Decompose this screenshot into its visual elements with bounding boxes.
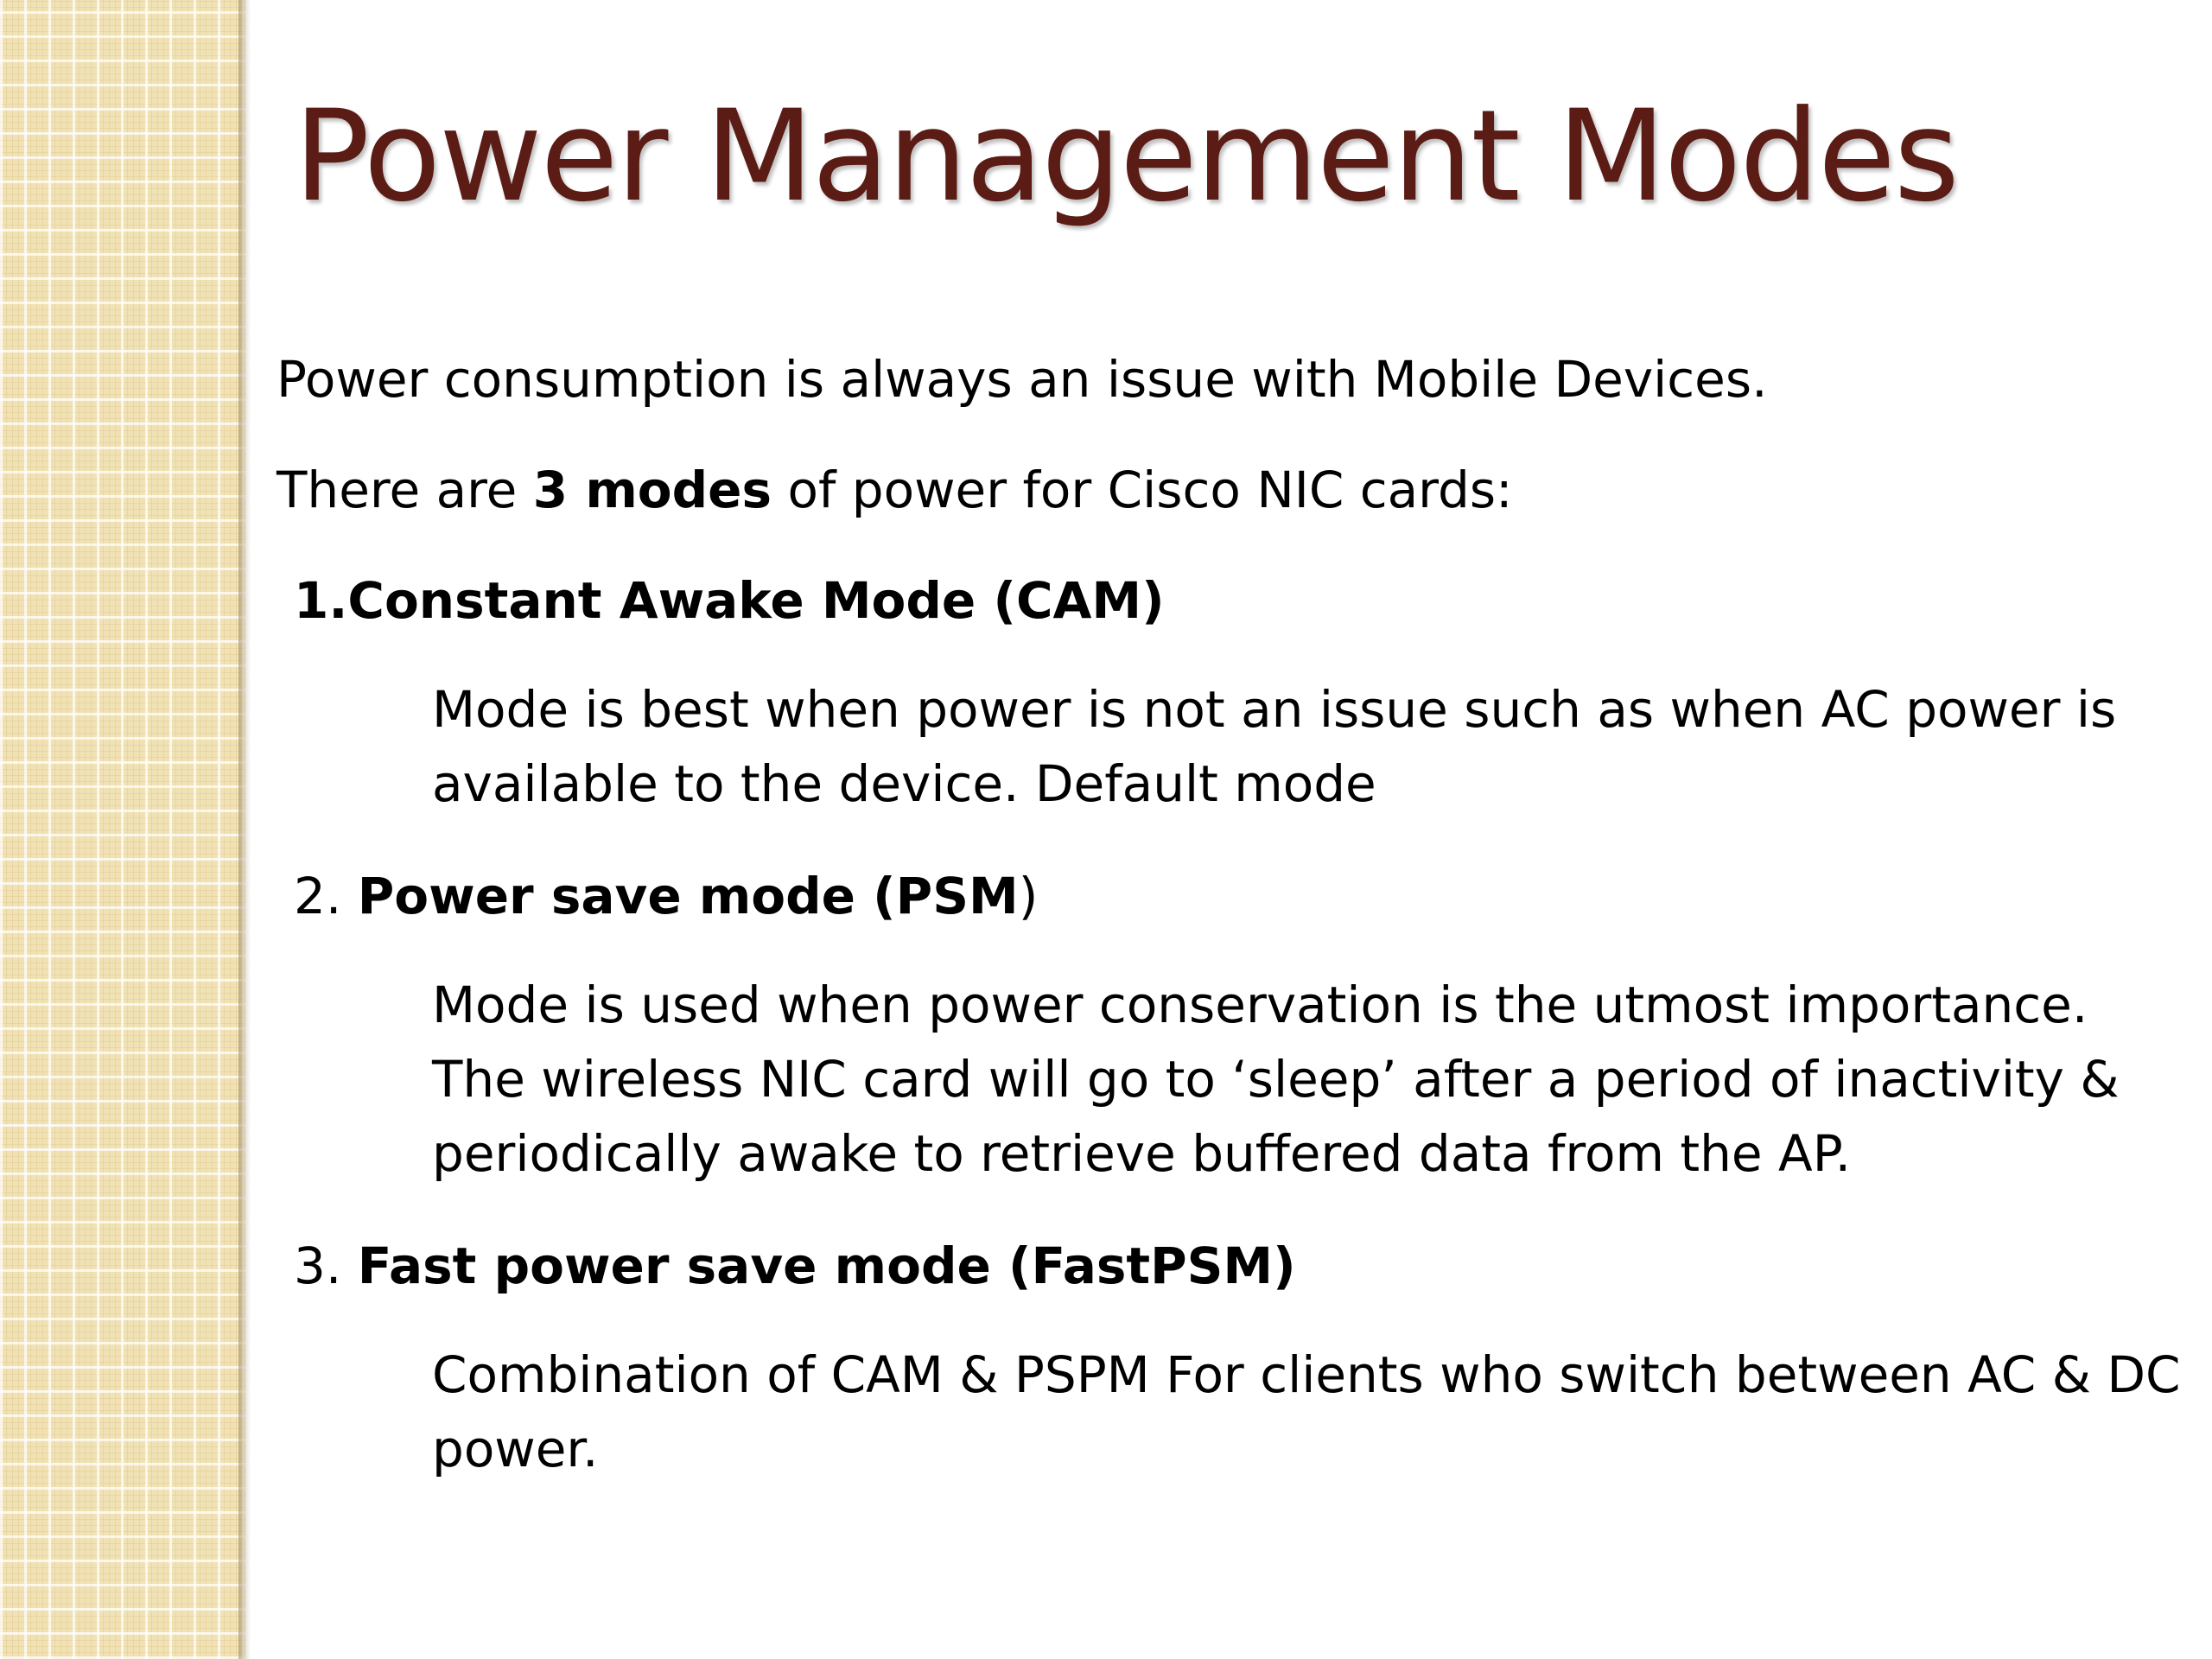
mode-name: Fast power save mode (FastPSM) [357, 1236, 1296, 1295]
mode-name: Power save mode (PSM [357, 867, 1019, 925]
mode-name: Constant Awake Mode (CAM) [347, 571, 1165, 630]
mode-number: 3. [294, 1236, 358, 1295]
mode-description-psm: Mode is used when power conservation is the utmost importance. The wireless NIC card will go to ‘sleep’ after a period of inactivity & periodically awake to retrieve buffered data from the AP. [432, 976, 2120, 1183]
intro-line-1: Power consumption is always an issue with Mobile Devices. [276, 350, 1768, 409]
mode-heading-fastpsm [294, 1229, 2195, 1303]
intro-mode-count: 3 modes [532, 461, 772, 519]
intro-text-after: of power for Cisco NIC cards: [772, 461, 1513, 519]
side-strip-shadow [238, 0, 251, 1659]
mode-number: 1. [294, 571, 348, 630]
slide-body [276, 342, 2195, 1524]
intro-text-before: There are [276, 461, 533, 519]
slide-title: Power Management Modes [294, 83, 1958, 230]
mode-heading-psm [294, 859, 2195, 933]
decorative-side-strip [0, 0, 245, 1659]
intro-line-2 [276, 453, 2195, 527]
mode-heading-cam [294, 563, 2195, 638]
mode-name-suffix: ) [1018, 867, 1039, 925]
mode-description-cam: Mode is best when power is not an issue such as when AC power is available to the device. Default mode [432, 680, 2117, 813]
mode-number: 2. [294, 867, 358, 925]
mode-description-fastpsm: Combination of CAM & PSPM For clients who switch between AC & DC power. [432, 1345, 2181, 1478]
